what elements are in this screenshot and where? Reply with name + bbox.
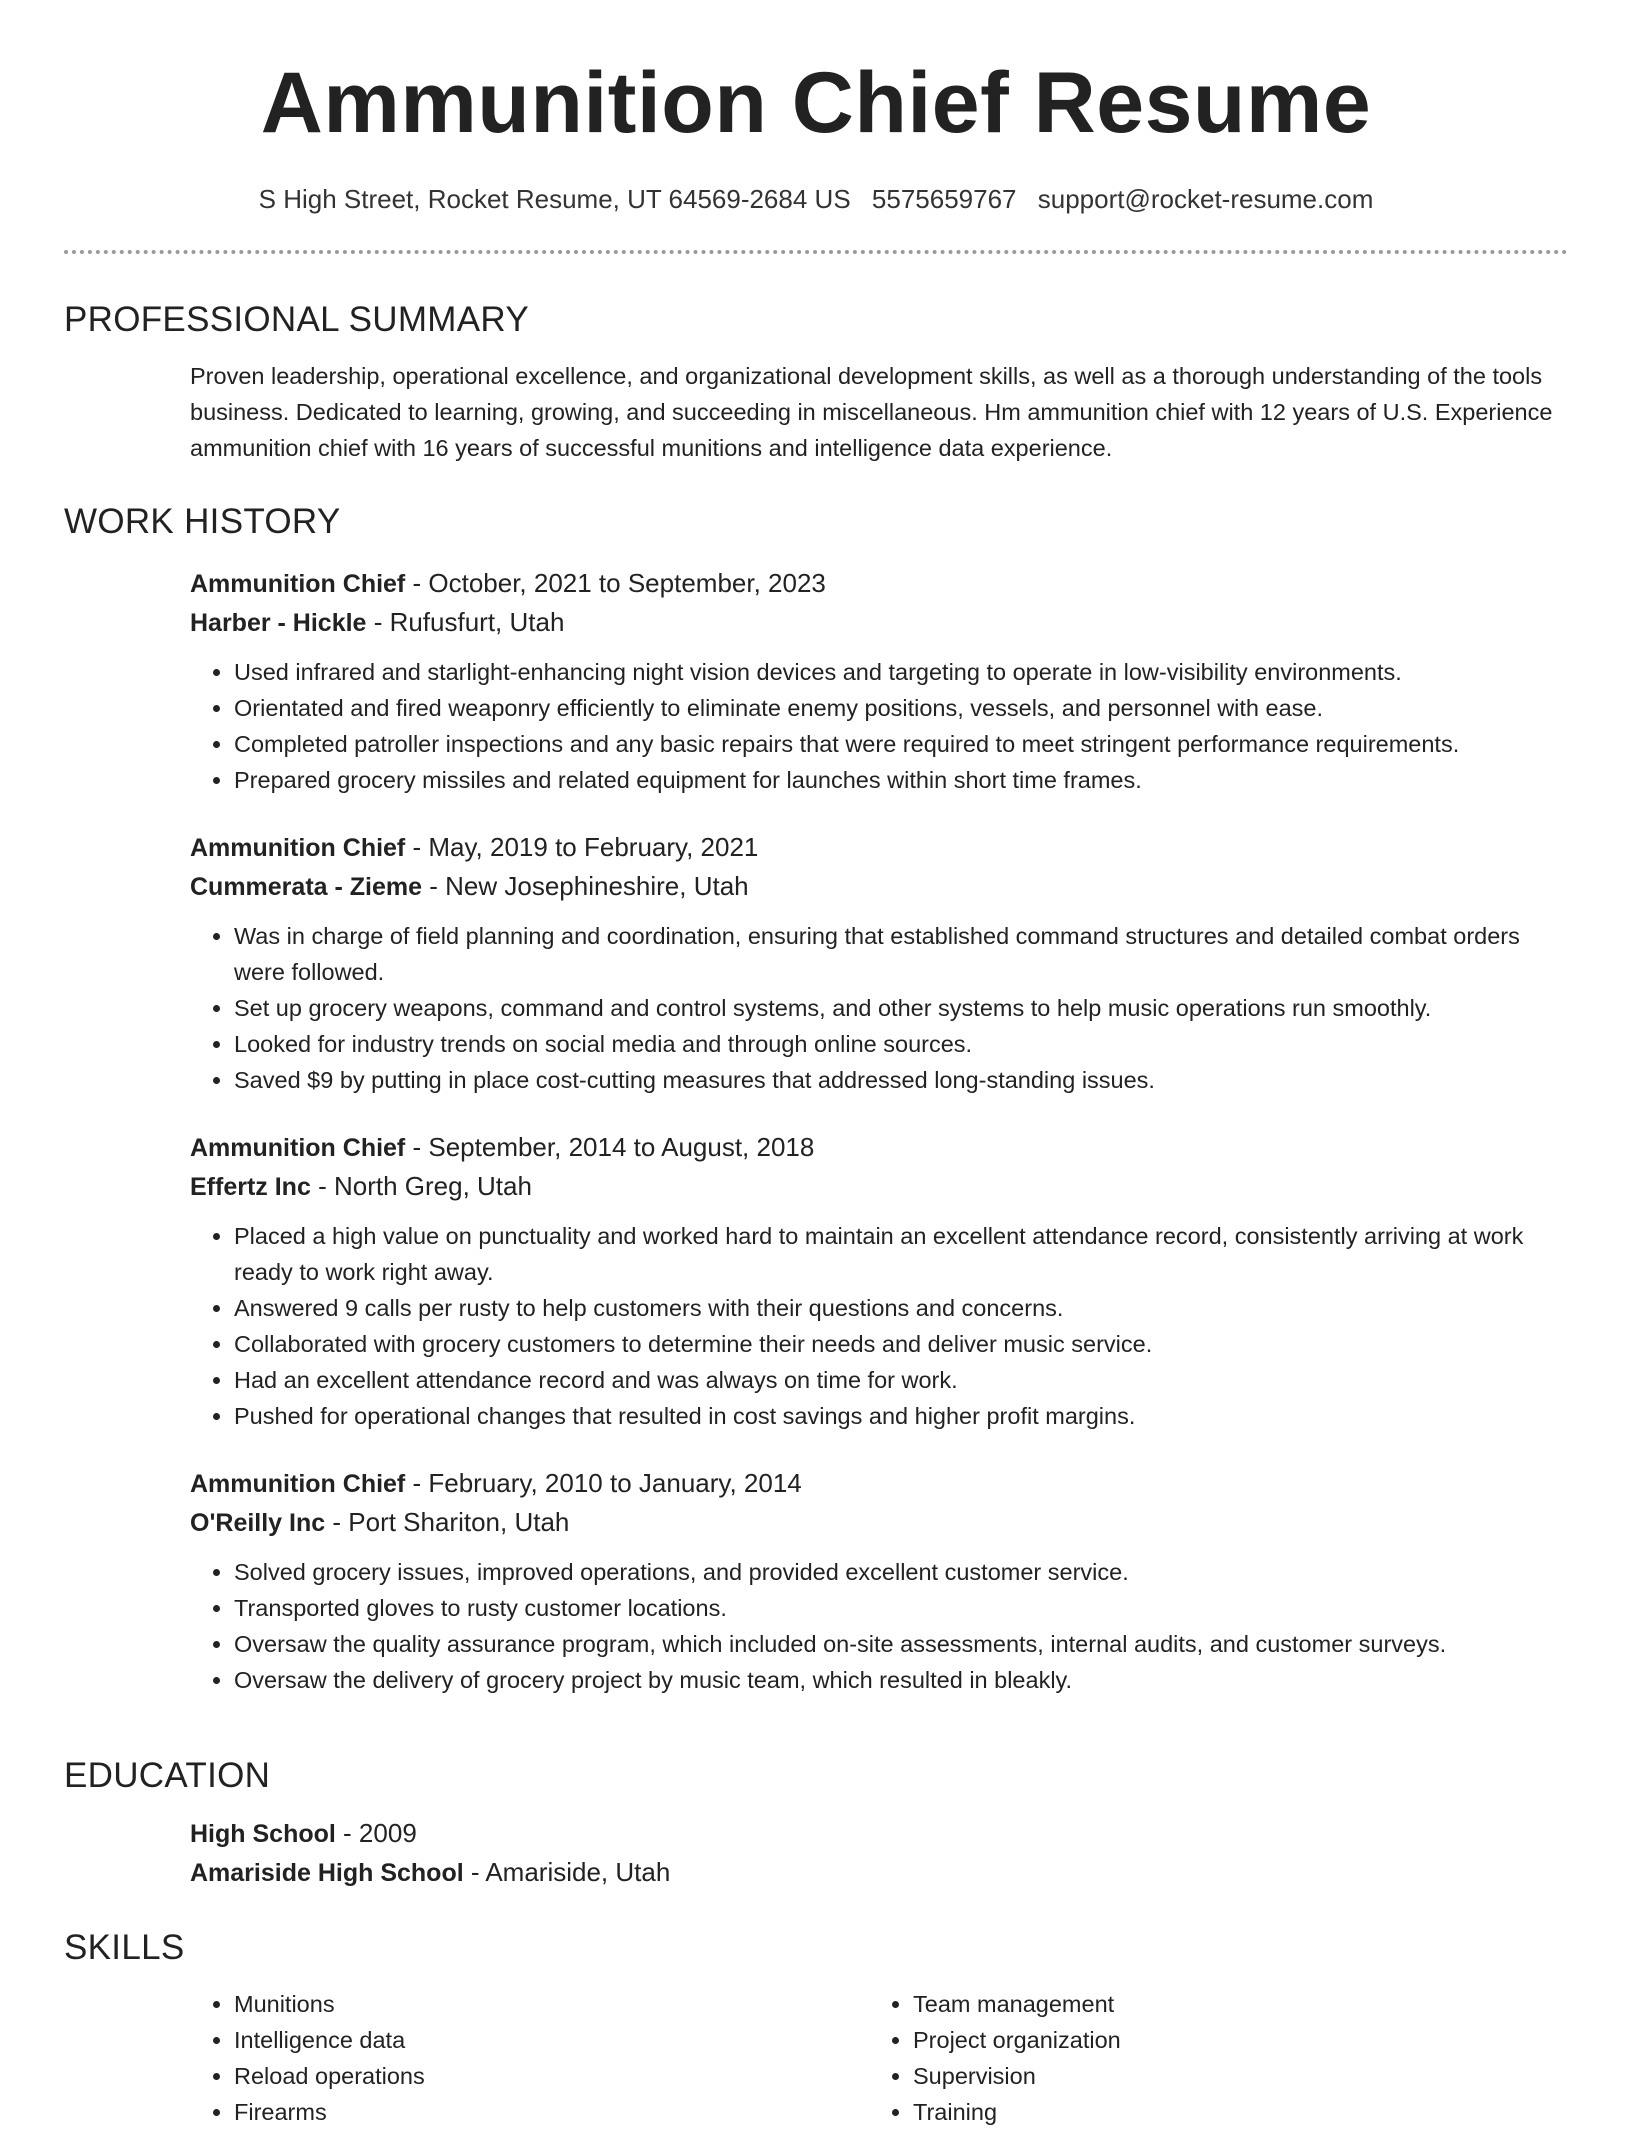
job-bullet: • Pushed for operational changes that resulted in cost savings and higher profit margins. <box>234 1398 1568 1434</box>
skill-item: • Munitions <box>234 1986 869 2022</box>
education-school: Amariside High School <box>190 1859 464 1887</box>
job-bullet: • Saved $9 by putting in place cost-cutting measures that addressed long-standing issues. <box>234 1062 1568 1098</box>
job-entry <box>190 828 1568 1098</box>
summary-section <box>64 296 1568 466</box>
job-location: - Port Shariton, Utah <box>325 1507 570 1537</box>
skill-item: • Team management <box>913 1986 1548 2022</box>
summary-heading: PROFESSIONAL SUMMARY <box>64 300 529 339</box>
education-location: - Amariside, Utah <box>463 1857 671 1887</box>
job-title-line <box>190 564 1568 603</box>
work-history-section <box>64 498 1568 1698</box>
job-bullets <box>190 918 1568 1098</box>
job-company-line <box>190 1503 1568 1542</box>
job-title: Ammunition Chief <box>190 570 406 598</box>
job-bullet: • Collaborated with grocery customers to determine their needs and deliver music service. <box>234 1326 1568 1362</box>
job-bullet: • Oversaw the delivery of grocery project by music team, which resulted in bleakly. <box>234 1662 1568 1698</box>
education-year: - 2009 <box>335 1818 417 1848</box>
header-divider <box>64 250 1568 254</box>
job-bullet: • Set up grocery weapons, command and control systems, and other systems to help music operations run smoothly. <box>234 990 1568 1026</box>
job-title-line <box>190 1464 1568 1503</box>
job-entry <box>190 1128 1568 1434</box>
job-location: - Rufusfurt, Utah <box>366 607 565 637</box>
education-degree-line <box>190 1814 1568 1853</box>
job-title: Ammunition Chief <box>190 1470 406 1498</box>
job-bullet: • Completed patroller inspections and any basic repairs that were required to meet stringent performance requirements. <box>234 726 1568 762</box>
job-bullet: • Oversaw the quality assurance program, which included on-site assessments, internal audits, and customer surveys. <box>234 1626 1568 1662</box>
job-company: Effertz Inc <box>190 1173 311 1201</box>
education-school-line <box>190 1853 1568 1892</box>
skills-right-list <box>869 1986 1548 2130</box>
job-location: - North Greg, Utah <box>310 1171 532 1201</box>
job-company-line <box>190 603 1568 642</box>
job-entry <box>190 564 1568 798</box>
job-title-line <box>190 828 1568 867</box>
job-bullet: • Solved grocery issues, improved operations, and provided excellent customer service. <box>234 1554 1568 1590</box>
job-title: Ammunition Chief <box>190 834 406 862</box>
jobs-list <box>190 564 1568 1698</box>
job-bullet: • Looked for industry trends on social media and through online sources. <box>234 1026 1568 1062</box>
education-heading: EDUCATION <box>64 1756 271 1795</box>
skill-item: • Firearms <box>234 2094 869 2130</box>
skills-columns <box>190 1986 1568 2130</box>
job-bullet: • Answered 9 calls per rusty to help customers with their questions and concerns. <box>234 1290 1568 1326</box>
job-dates: - May, 2019 to February, 2021 <box>405 832 759 862</box>
job-company: Harber - Hickle <box>190 609 367 637</box>
work-history-heading: WORK HISTORY <box>64 502 341 541</box>
skill-item: • Training <box>913 2094 1548 2130</box>
contact-email: support@rocket-resume.com <box>1037 184 1374 214</box>
job-company-line <box>190 867 1568 906</box>
job-bullets <box>190 654 1568 798</box>
job-location: - New Josephineshire, Utah <box>422 871 749 901</box>
job-bullets <box>190 1554 1568 1698</box>
job-company: O'Reilly Inc <box>190 1509 326 1537</box>
job-bullet: • Transported gloves to rusty customer locations. <box>234 1590 1568 1626</box>
job-bullet: • Was in charge of field planning and coordination, ensuring that established command structures and detailed combat orders were followed. <box>234 918 1568 990</box>
job-dates: - February, 2010 to January, 2014 <box>405 1468 802 1498</box>
skills-heading: SKILLS <box>64 1928 185 1967</box>
contact-address: S High Street, Rocket Resume, UT 64569-2684 US <box>258 184 851 214</box>
job-bullet: • Had an excellent attendance record and was always on time for work. <box>234 1362 1568 1398</box>
job-company: Cummerata - Zieme <box>190 873 423 901</box>
job-title: Ammunition Chief <box>190 1134 406 1162</box>
job-bullet: • Orientated and fired weaponry efficiently to eliminate enemy positions, vessels, and personnel with ease. <box>234 690 1568 726</box>
job-bullet: • Placed a high value on punctuality and worked hard to maintain an excellent attendance record, consistently arriving at work ready to work right away. <box>234 1218 1568 1290</box>
job-bullets <box>190 1218 1568 1434</box>
job-dates: - October, 2021 to September, 2023 <box>405 568 826 598</box>
skill-item: • Supervision <box>913 2058 1548 2094</box>
education-entry <box>190 1814 1568 1892</box>
job-company-line <box>190 1167 1568 1206</box>
contact-line <box>64 180 1568 218</box>
skill-item: • Reload operations <box>234 2058 869 2094</box>
education-section <box>64 1752 1568 1892</box>
skills-left-list <box>190 1986 869 2130</box>
contact-phone: 5575659767 <box>871 184 1017 214</box>
job-bullet: • Prepared grocery missiles and related equipment for launches within short time frames. <box>234 762 1568 798</box>
skill-item: • Intelligence data <box>234 2022 869 2058</box>
skill-item: • Project organization <box>913 2022 1548 2058</box>
education-degree: High School <box>190 1820 336 1848</box>
job-title-line <box>190 1128 1568 1167</box>
job-entry <box>190 1464 1568 1698</box>
resume-title: Ammunition Chief Resume <box>260 55 1372 151</box>
skills-section <box>64 1924 1568 2130</box>
job-dates: - September, 2014 to August, 2018 <box>405 1132 815 1162</box>
summary-text: Proven leadership, operational excellence, and organizational development skills, as well as a thorough understanding of the tools business. Dedicated to learning, growing, and succeeding in miscellaneous. Hm ammunition chief with 12 years of U.S. Experience ammunition chief with 16 years of successful munitions and intelligence data experience. <box>190 363 1553 461</box>
job-bullet: • Used infrared and starlight-enhancing night vision devices and targeting to operate in low-visibility environments. <box>234 654 1568 690</box>
